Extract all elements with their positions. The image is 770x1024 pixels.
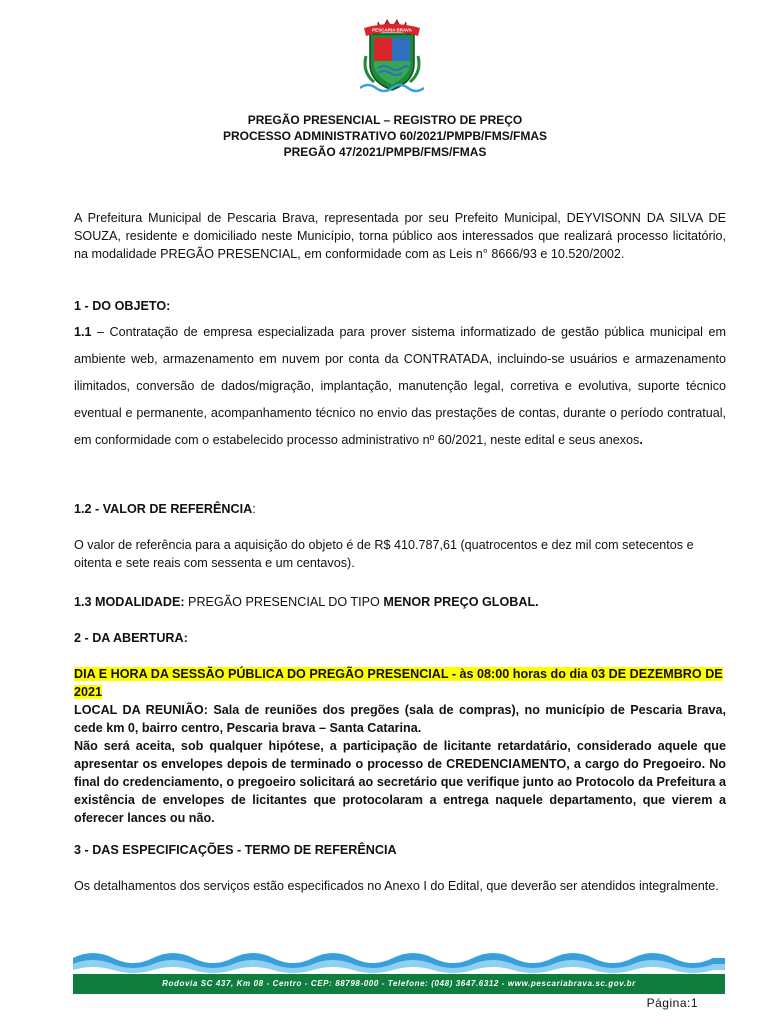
late-bidder-warning: Não será aceita, sob qualquer hipótese, a participação de licitante retardatário, considerado aquele que apresentar os envelopes depois de terminado o processo de CREDENCIAMENTO, a cargo do Pregoeiro. No final do credenciamento, o pregoeiro solicitará ao secretário que verifique junto ao Protocolo da Prefeitura a existência de envelopes de licitantes que protocolaram a entrega naquele departamento, que vierem a oferecer lances ou não. [74,739,726,825]
section-3-paragraph: Os detalhamentos dos serviços estão especificados no Anexo I do Edital, que deverão ser atendidos integralmente. [74,879,719,893]
item-end: . [639,433,643,447]
section-1-1-paragraph [74,319,726,454]
modality-text: PREGÃO PRESENCIAL DO TIPO [184,595,384,609]
document-header [0,112,770,160]
modality-type: MENOR PREÇO GLOBAL. [383,595,539,609]
meeting-location: LOCAL DA REUNIÃO: Sala de reuniões dos pregões (sala de compras), no município de Pescaria Brava, cede km 0, bairro centro, Pescaria brava – Santa Catarina. [74,703,726,735]
section-1-3-modality [74,593,726,611]
page-number: Página:1 [646,996,698,1010]
section-2-title: 2 - DA ABERTURA: [74,631,188,645]
modality-label: 1.3 MODALIDADE: [74,595,185,609]
section-1-2-colon: : [252,502,256,516]
section-3-title: 3 - DAS ESPECIFICAÇÕES - TERMO DE REFERÊNCIA [74,843,397,857]
header-line-1: PREGÃO PRESENCIAL – REGISTRO DE PREÇO [247,113,523,127]
header-line-2: PROCESSO ADMINISTRATIVO 60/2021/PMPB/FMS/FMAS [222,129,548,143]
intro-paragraph: A Prefeitura Municipal de Pescaria Brava, representada por seu Prefeito Municipal, DEYVISONN DA SILVA DE SOUZA, residente e domiciliado neste Município, torna público aos interessados que realizará processo licitatório, na modalidade PREGÃO PRESENCIAL, em conformidade com as Leis n° 8666/93 e 10.520/2002. [74,211,726,261]
header-line-3: PREGÃO 47/2021/PMPB/FMS/FMAS [283,145,487,159]
session-date-highlight [74,665,726,701]
session-date-text: DIA E HORA DA SESSÃO PÚBLICA DO PREGÃO PRESENCIAL - às 08:00 horas do dia 03 DE DEZEMBRO DE 2021 [74,667,723,699]
section-1-2-label: 1.2 - VALOR DE REFERÊNCIA [74,502,253,516]
item-text: – Contratação de empresa especializada para prover sistema informatizado de gestão pública municipal em ambiente web, armazenamento em nuvem por conta da CONTRATADA, incluindo-se usuários e armazenamento ilimitados, conversão de dados/migração, implantação, manutenção legal, corretiva e evolutiva, suporte técnico eventual e permanente, acompanhamento técnico no envio das prestações de contas, durante o período contratual, em conformidade com o estabelecido processo administrativo nº 60/2021, neste edital e seus anexos [74,325,726,447]
section-1-title: 1 - DO OBJETO: [74,299,171,313]
section-1-2-title [74,500,726,518]
reference-value-paragraph: O valor de referência para a aquisição do objeto é de R$ 410.787,61 (quatrocentos e dez mil com setecentos e oitenta e sete reais com sessenta e um centavos). [74,538,694,570]
item-number: 1.1 [74,325,92,339]
municipal-crest-logo [360,16,424,94]
footer-address-bar: Rodovia SC 437, Km 08 - Centro - CEP: 88798-000 - Telefone: (048) 3647.6312 - www.pescariabrava.sc.gov.br [73,974,725,994]
crest-banner-text: PESCARIA BRAVA [372,27,412,33]
